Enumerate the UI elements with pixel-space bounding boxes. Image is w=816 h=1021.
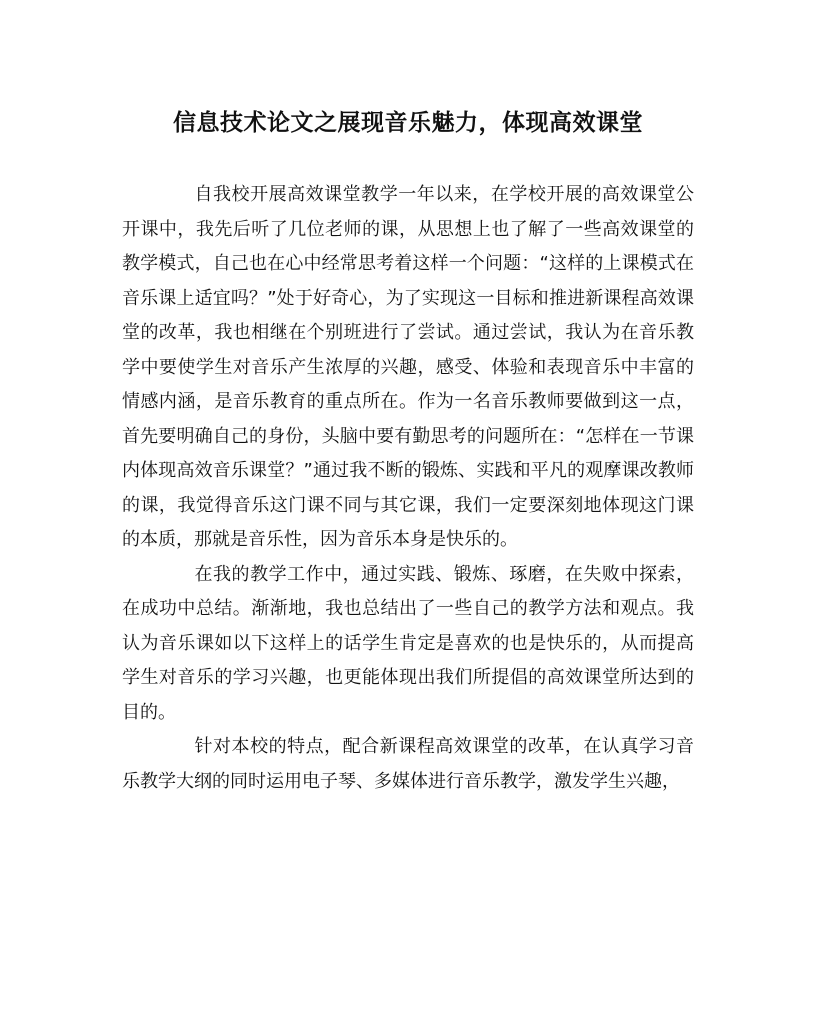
paragraph-1 <box>122 178 694 558</box>
paragraph-2 <box>122 558 694 731</box>
paragraph-1-text: 自我校开展高效课堂教学一年以来，在学校开展的高效课堂公开课中，我先后听了几位老师的课，从思想上也了解了一些高效课堂的教学模式，自己也在心中经常思考着这样一个问题：“这样的上课模式在音乐课上适宜吗？”处于好奇心，为了实现这一目标和推进新课程高效课堂的改革，我也相继在个别班进行了尝试。通过尝试，我认为在音乐教学中要使学生对音乐产生浓厚的兴趣，感受、体验和表现音乐中丰富的情感内涵，是音乐教育的重点所在。作为一名音乐教师要做到这一点，首先要明确自己的身份，头脑中要有勤思考的问题所在：“怎样在一节课内体现高效音乐课堂？”通过我不断的锻炼、实践和平凡的观摩课改教师的课，我觉得音乐这门课不同与其它课，我们一定要深刻地体现这门课的本质，那就是音乐性，因为音乐本身是快乐的。 <box>122 184 694 550</box>
document-body <box>122 178 694 799</box>
paragraph-3-text: 针对本校的特点，配合新课程高效课堂的改革，在认真学习音乐教学大纲的同时运用电子琴、多媒体进行音乐教学，激发学生兴趣， <box>122 736 694 792</box>
paragraph-3 <box>122 730 694 799</box>
document-title: 信息技术论文之展现音乐魅力，体现高效课堂 <box>173 109 643 136</box>
paragraph-2-text: 在我的教学工作中，通过实践、锻炼、琢磨，在失败中探索，在成功中总结。渐渐地，我也总结出了一些自己的教学方法和观点。我认为音乐课如以下这样上的话学生肯定是喜欢的也是快乐的，从而提高学生对音乐的学习兴趣，也更能体现出我们所提倡的高效课堂所达到的目的。 <box>122 563 694 723</box>
